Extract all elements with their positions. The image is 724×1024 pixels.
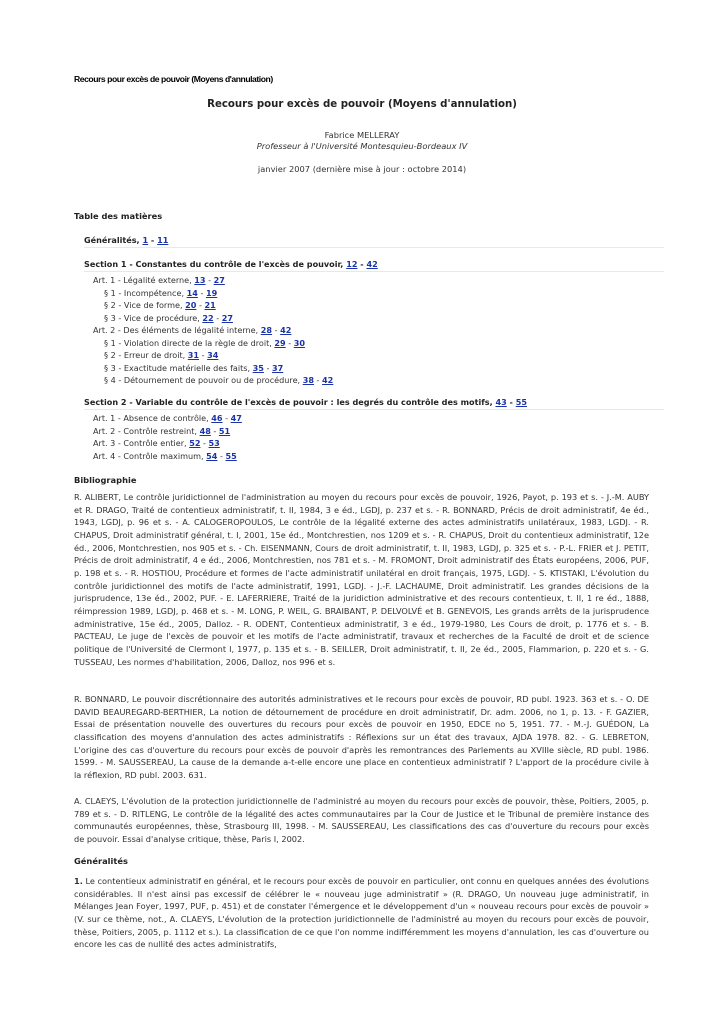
- body-paragraph: [74, 875, 649, 951]
- toc-link-from[interactable]: 38: [302, 375, 314, 385]
- toc-link-from[interactable]: 22: [202, 312, 214, 323]
- toc-item: Art. 1 - Légalité externe, 13 - 27: [93, 275, 225, 285]
- toc-link-from[interactable]: 29: [274, 337, 286, 348]
- toc-section-1: Section 1 - Constantes du contrôle de l'excès de pouvoir, 12 - 42: [84, 258, 664, 272]
- toc-link-from[interactable]: 20: [185, 300, 197, 310]
- bibliography-paragraph: R. ALIBERT, Le contrôle juridictionnel de l'administration au moyen du recours pour excès de pouvoir, 1926, Payot, p. 193 et s. - J.-M. AUBY et R. DRAGO, Traité de contentieux administratif, t. II, 1984, 3 e éd., LGDJ, p. 237 et s. - R. BONNARD, Précis de droit administratif, 4e éd., 1943, LGDJ, p. 96 et s. - A. CALOGEROPOULOS, Le contrôle de la légalité externe des actes administratifs unilatéraux, 1983, LGDJ. - R. CHAPUS, Droit administratif général, t. I, 2001, 15e éd., Montchrestien, nos 1209 et s. - R. CHAPUS, Droit du contentieux administratif, 12e éd., 2006, Montchrestien, nos 905 et s. - Ch. EISENMANN, Cours de droit administratif, t. II, 1983, LGDJ, p. 325 et s. - P.-L. FRIER et J. PETIT, Précis de droit administratif, 4 e éd., 2006, Montchrestien, nos 781 et s. - M. FROMONT, Droit administratif des États européens, 2006, PUF, p. 198 et s. - R. HOSTIOU, Procédure et formes de l'acte administratif unilatéral en droit français, 1975, LGDJ. - S. KTISTAKI, L'évolution du contrôle juridictionnel des motifs de l'acte administratif, 1991, LGDJ. - J.-F. LACHAUME, Droit administratif. Les grandes décisions de la jurisprudence, 13e éd., 2002, PUF. - E. LAFERRIERE, Traité de la juridiction administrative et des recours contentieux, t. II, 1 re éd., 1888, réimpression 1989, LGDJ, p. 468 et s. - M. LONG, P. WEIL, G. BRAIBANT, P. DELVOLVÉ et B. GENEVOIS, Les grands arrêts de la jurisprudence administrative, 15e éd., 2005, Dalloz. - R. ODENT, Contentieux administratif, 3 e éd., 1979-1980, Les Cours de droit, p. 1776 et s. - B. PACTEAU, Le juge de l'excès de pouvoir et les motifs de l'acte administratif, travaux et recherches de la Faculté de droit et de science politique de l'Université de Clermont I, 1977, p. 135 et s. - B. SEILLER, Droit administratif, t. II, 2e éd., 2005, Flammarion, p. 220 et s. - G. TUSSEAU, Les normes d'habilitation, 2006, Dalloz, nos 996 et s.: [74, 492, 649, 667]
- toc-link-to[interactable]: 19: [205, 287, 218, 298]
- bibliography-heading: Bibliographie: [74, 475, 137, 485]
- generalites-heading: Généralités: [74, 856, 128, 866]
- toc-item: § 2 - Erreur de droit, 31 - 34: [104, 350, 219, 360]
- document-title: Recours pour excès de pouvoir (Moyens d'annulation): [207, 99, 517, 110]
- toc-link-from[interactable]: 28: [260, 325, 273, 335]
- toc-link-from[interactable]: 54: [206, 450, 218, 461]
- toc-item: § 3 - Exactitude matérielle des faits, 35 - 37: [104, 362, 284, 373]
- toc-item: § 2 - Vice de forme, 20 - 21: [104, 300, 216, 310]
- document-date: janvier 2007 (dernière mise à jour : octobre 2014): [257, 164, 467, 174]
- toc-section-2: Section 2 - Variable du contrôle de l'excès de pouvoir : les degrés du contrôle des motifs, 43 - 55: [84, 396, 664, 410]
- toc-item: Art. 4 - Contrôle maximum, 54 - 55: [93, 450, 237, 461]
- toc-link-to[interactable]: 51: [218, 425, 231, 436]
- toc-item: Art. 2 - Contrôle restreint, 48 - 51: [93, 425, 231, 436]
- toc-link-to[interactable]: 11: [157, 235, 169, 245]
- toc-heading: Table des matières: [74, 211, 163, 221]
- bibliography-paragraph: A. CLAEYS, L'évolution de la protection juridictionnelle de l'administré au moyen du recours pour excès de pouvoir, thèse, Poitiers, 2005, p. 789 et s. - D. RITLENG, Le contrôle de la légalité des actes communautaires par la Cour de Justice et le Tribunal de première instance des communautés européennes, thèse, Strasbourg III, 1998. - M. SAUSSEREAU, Les classifications des cas d'ouverture du recours pour excès de pouvoir. Essai d'analyse critique, thèse, Paris I, 2002.: [74, 796, 649, 844]
- toc-item: Art. 2 - Des éléments de légalité interne, 28 - 42: [93, 325, 292, 335]
- toc-link-from[interactable]: 48: [199, 425, 211, 436]
- author-name: Fabrice MELLERAY: [324, 130, 400, 140]
- toc-link-from[interactable]: 13: [194, 275, 206, 285]
- toc-item: § 3 - Vice de procédure, 22 - 27: [104, 312, 233, 323]
- toc-link-from[interactable]: 1: [142, 235, 149, 245]
- toc-link-to[interactable]: 55: [225, 450, 237, 461]
- toc-link-to[interactable]: 47: [230, 413, 242, 423]
- toc-link-to[interactable]: 42: [366, 259, 378, 269]
- toc-item: § 4 - Détournement de pouvoir ou de procédure, 38 - 42: [104, 375, 334, 385]
- toc-link-from[interactable]: 35: [252, 362, 264, 373]
- toc-item: § 1 - Incompétence, 14 - 19: [104, 287, 218, 298]
- bibliography-paragraph: R. BONNARD, Le pouvoir discrétionnaire des autorités administratives et le recours pour excès de pouvoir, RD publ. 1923. 363 et s. - O. DE DAVID BEAUREGARD-BERTHIER, La notion de détournement de procédure en droit administratif, Dr. adm. 2006, no 1, p. 13. - F. GAZIER, Essai de présentation nouvelle des ouvertures du recours pour excès de pouvoir en 1950, EDCE no 5, 1951. 77. - M.-J. GUÉDON, La classification des moyens d'annulation des actes administratifs : Réflexions sur un état des travaux, AJDA 1978. 82. - G. LEBRETON, L'origine des cas d'ouverture du recours pour excès de pouvoir d'après les remontrances des Parlements au XVIIIe siècle, RD publ. 1986. 1599. - M. SAUSSEREAU, La cause de la demande a-t-elle encore une place en contentieux administratif ? L'apport de la procédure civile à la réflexion, RD publ. 2003. 631.: [74, 694, 649, 780]
- author-affiliation: Professeur à l'Université Montesquieu-Bordeaux IV: [256, 141, 468, 151]
- toc-link-to[interactable]: 21: [204, 300, 216, 310]
- toc-link-from[interactable]: 52: [189, 438, 201, 448]
- toc-link-to[interactable]: 30: [293, 337, 306, 348]
- toc-link-to[interactable]: 53: [208, 438, 220, 448]
- toc-link-to[interactable]: 34: [207, 350, 219, 360]
- toc-link-to[interactable]: 55: [515, 397, 527, 407]
- toc-link-to[interactable]: 42: [280, 325, 292, 335]
- toc-link-from[interactable]: 31: [187, 350, 200, 360]
- toc-link-from[interactable]: 12: [346, 259, 358, 269]
- toc-item: Art. 3 - Contrôle entier, 52 - 53: [93, 438, 220, 448]
- toc-link-to[interactable]: 42: [322, 375, 334, 385]
- toc-link-from[interactable]: 43: [495, 397, 507, 407]
- toc-generalites: Généralités, 1 - 11: [84, 234, 664, 248]
- toc-link-to[interactable]: 27: [213, 275, 225, 285]
- toc-item: § 1 - Violation directe de la règle de droit, 29 - 30: [104, 337, 306, 348]
- paragraph-number: 1.: [74, 876, 83, 886]
- toc-item: Art. 1 - Absence de contrôle, 46 - 47: [93, 413, 242, 423]
- paragraph-text: Le contentieux administratif en général, et le recours pour excès de pouvoir en particulier, ont connu en quelques années des évolutions considérables. Il n'est ainsi pas excessif de célébrer le « nouveau juge administratif » (R. DRAGO, Un nouveau juge administratif, in Mélanges Jean Foyer, 1997, PUF, p. 451) et de constater l'émergence et le développement d'un « nouveau recours pour excès de pouvoir » (V. sur ce thème, not., A. CLAEYS, L'évolution de la protection juridictionnelle de l'administré au moyen du recours pour excès de pouvoir, thèse, Poitiers, 2005, p. 1112 et s.). La classification de ce que l'on nomme indifféremment les moyens d'annulation, les cas d'ouverture ou encore les cas de nullité des actes administratifs,: [74, 876, 649, 950]
- toc-link-to[interactable]: 37: [272, 362, 284, 373]
- toc-link-to[interactable]: 27: [221, 312, 233, 323]
- toc-link-from[interactable]: 46: [211, 413, 223, 423]
- toc-link-from[interactable]: 14: [186, 287, 198, 298]
- page-header-breadcrumb: Recours pour excès de pouvoir (Moyens d'annulation): [74, 74, 273, 84]
